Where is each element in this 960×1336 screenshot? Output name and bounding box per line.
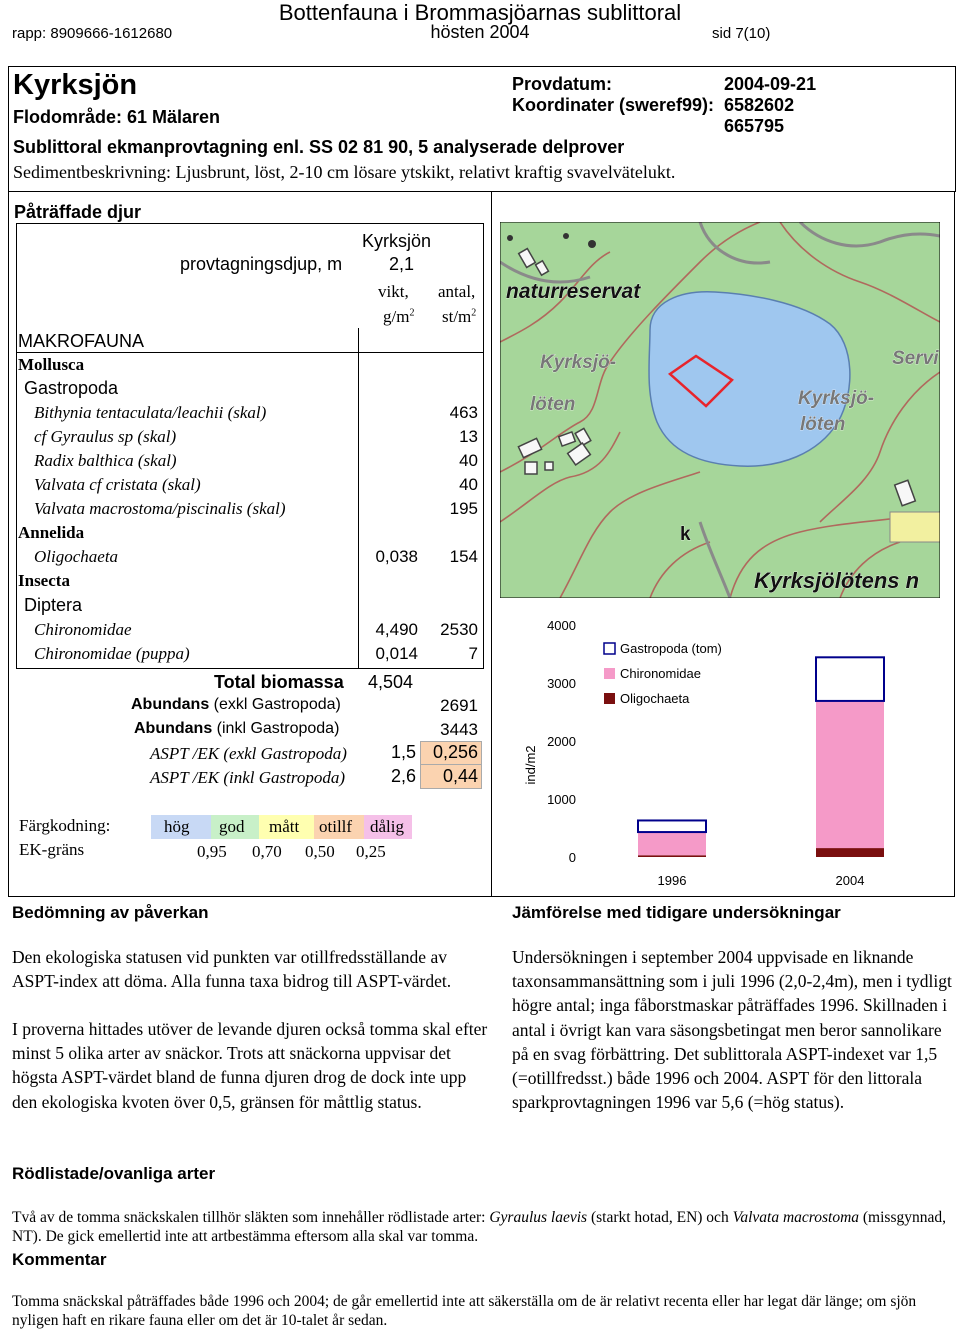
aspt-incl-value: 2,6: [390, 766, 416, 786]
bar-1996-chironomidae: [638, 832, 706, 855]
row-count-valvata-macrostoma: 195: [449, 499, 478, 518]
site-name: Kyrksjön: [13, 69, 138, 101]
ek-excl-value: 0,256: [432, 742, 478, 762]
map-label-lot2a: Kyrksjö-: [798, 388, 875, 409]
row-weight-chironomidae-puppa: 0,014: [375, 644, 418, 663]
col-count-1: antal,: [438, 282, 476, 301]
total-biomass-label: Total biomassa: [214, 672, 344, 692]
map-meadow: [890, 512, 940, 542]
date-value: 2004-09-21: [724, 74, 817, 94]
date-label: Provdatum:: [512, 74, 613, 94]
ek-incl-value: 0,44: [442, 766, 478, 786]
coord-east: 665795: [724, 116, 785, 136]
comparison-heading: Jämförelse med tidigare undersökningar: [512, 903, 841, 922]
aspt-excl-label: ASPT /EK (exkl Gastropoda): [150, 744, 347, 763]
chart-legend: [604, 641, 722, 706]
ek-limit-4: 0,25: [356, 842, 386, 861]
page-number: sid 7(10): [712, 25, 771, 42]
legend-swatch-0: [604, 643, 615, 654]
class-dalig: dålig: [364, 815, 412, 839]
row-count-chironomidae: 2530: [440, 620, 478, 639]
chart-y-tick-labels: [547, 618, 576, 865]
map-label-serv: Servi: [892, 348, 939, 369]
map-lake: [649, 292, 850, 466]
flow-area: Flodområde: 61 Mälaren: [13, 107, 221, 127]
bar-2004-gastropoda-tom-: [816, 657, 884, 701]
chart-bars: [638, 657, 884, 857]
comparison-chart: [500, 605, 950, 895]
row-label-chironomidae-puppa: Chironomidae (puppa): [34, 644, 190, 663]
class-otillf: otillf: [314, 815, 364, 839]
map-label-lot2b: löten: [800, 414, 846, 435]
row-label-gastropoda: Gastropoda: [24, 378, 119, 398]
assessment-text-1: Den ekologiska statusen vid punkten var otillfredsställande av ASPT-index att döma. Alla funna taxa bidrog till ASPT-värdet.: [12, 947, 452, 992]
legend-label-2: Oligochaeta: [620, 691, 690, 706]
chart-y-tick-4: 4000: [547, 618, 576, 633]
chart-y-tick-2: 2000: [547, 734, 576, 749]
redlist-heading: Rödlistade/ovanliga arter: [12, 1164, 216, 1183]
map-label-lot1a: Kyrksjö-: [540, 352, 617, 373]
bar-2004-oligochaeta: [816, 848, 884, 857]
sediment-text: Sedimentbeskrivning: Ljusbrunt, löst, 2-10 cm lösare ytskikt, relativt kraftig svavelvätelukt.: [13, 162, 676, 182]
col-weight-2: $g/m^2$: [383, 307, 415, 326]
depth-value: 2,1: [389, 254, 415, 274]
comment-heading: Kommentar: [12, 1250, 107, 1269]
class-matt: mått: [259, 815, 314, 839]
row-count-radix: 40: [459, 451, 478, 470]
ek-limit-label: EK-gräns: [19, 840, 85, 859]
col-count-2: $st/m^2$: [442, 307, 477, 326]
row-label-diptera: Diptera: [24, 595, 83, 615]
ek-limit-1: 0,95: [197, 842, 227, 861]
row-label-chironomidae: Chironomidae: [34, 620, 132, 639]
class-god: god: [211, 815, 259, 839]
row-label-mollusca: Mollusca: [18, 355, 85, 374]
abundance-excl-value: 2691: [440, 696, 478, 715]
aspt-excl-value: 1,5: [390, 742, 416, 762]
row-count-chironomidae-puppa: 7: [468, 644, 478, 663]
coord-north: 6582602: [724, 95, 795, 115]
class-hog: hög: [151, 815, 211, 839]
season: hösten 2004: [430, 22, 530, 42]
document-title: Bottenfauna i Brommasjöarnas sublittoral: [278, 0, 682, 25]
row-label-bithynia: Bithynia tentaculata/leachii (skal): [34, 403, 267, 422]
assessment-heading: Bedömning av påverkan: [12, 903, 209, 922]
chart-x-tick-labels: [658, 873, 865, 888]
site-box: [8, 66, 956, 192]
assessment-text-2: I proverna hittades utöver de levande djuren också tomma skal efter minst 5 olika arter av snäckor. Trots att snäckorna uppvisar det högsta ASPT-värdet bland de funna djuren drog de dock inte upp den ekologiska kvoten över 0,5, gränsen för måttlig status.: [12, 1019, 488, 1112]
bar-2004-chironomidae: [816, 701, 884, 848]
row-label-radix: Radix balthica (skal): [34, 451, 177, 470]
row-label-makrofauna: MAKROFAUNA: [18, 331, 145, 351]
color-coding-label: Färgkodning:: [19, 816, 111, 835]
map-label-lot1b: löten: [530, 394, 576, 415]
chart-x-tick-1996: 1996: [657, 873, 687, 888]
chart-y-tick-3: 3000: [547, 676, 576, 691]
abundance-incl-label: Abundans (inkl Gastropoda): [134, 720, 340, 737]
row-weight-chironomidae: 4,490: [375, 620, 418, 639]
row-count-oligochaeta: 154: [449, 547, 478, 566]
method-text: Sublittoral ekmanprovtagning enl. SS 02 81 90, 5 analyserade delprover: [13, 137, 625, 157]
comment-text: Tomma snäckskal påträffades både 1996 och 2004; de går emellertid inte att säkerställa om de är relativt recenta eller har legat där länge; om sjön nyligen haft en rikare fauna eller om det är 10-talet år sedan.: [12, 1293, 917, 1329]
bar-1996-oligochaeta: [638, 855, 706, 857]
row-label-insecta: Insecta: [18, 571, 70, 590]
legend-swatch-1: [604, 668, 615, 679]
row-label-gyraulus: cf Gyraulus sp (skal): [34, 427, 177, 446]
legend-label-1: Chironomidae: [620, 666, 701, 681]
map-label-reserve: naturreservat: [506, 280, 641, 303]
legend-swatch-2: [604, 693, 615, 704]
abundance-incl-value: 3443: [440, 720, 478, 739]
row-weight-oligochaeta: 0,038: [375, 547, 418, 566]
total-biomass-value: 4,504: [368, 672, 414, 692]
depth-label: provtagningsdjup, m: [180, 254, 343, 274]
col-site: Kyrksjön: [362, 231, 432, 251]
redlist-text: Två av de tomma snäckskalen tillhör släkten som innehåller rödlistade arter: Gyraulus laevis (starkt hotad, EN) och Valvata macrostoma (missgynnad, NT). De gick emellertid inte att artbestämma eftersom alla skal var tomma.: [12, 1209, 946, 1245]
fauna-heading: Påträffade djur: [14, 202, 142, 222]
coord-label: Koordinater (sweref99):: [512, 95, 715, 115]
row-label-annelida: Annelida: [18, 523, 85, 542]
legend-label-0: Gastropoda (tom): [620, 641, 722, 656]
chart-y-axis-label: ind/m2: [523, 745, 538, 785]
row-label-oligochaeta: Oligochaeta: [34, 547, 119, 566]
row-label-valvata-macrostoma: Valvata macrostoma/piscinalis (skal): [34, 499, 286, 518]
map-label-bottom: Kyrksjölötens n: [754, 568, 920, 593]
chart-x-tick-2004: 2004: [835, 873, 865, 888]
comparison-text: Undersökningen i september 2004 uppvisade en liknande taxonsammansättning som i juli 1996 (2,0-2,4m), men i tydligt högre antal; inga fåborstmaskar påträffades 1996. Skillnaden i antal i övrigt kan vara säsongsbetingat men beror sannolikare på en svag förbättring. Det sublittorala ASPT-indexet var 1,5 (=otillfredsst.) både 1996 och 2004. ASPT för den littorala sparkprovtagningen 1996 var 5,6 (=hög status).: [512, 947, 952, 1113]
row-count-gyraulus: 13: [459, 427, 478, 446]
report-number: rapp: 8909666-1612680: [12, 25, 173, 42]
aspt-incl-label: ASPT /EK (inkl Gastropoda): [150, 768, 346, 787]
abundance-excl-label: Abundans (exkl Gastropoda): [131, 696, 341, 713]
row-count-bithynia: 463: [449, 403, 478, 422]
site-map: [500, 222, 940, 598]
row-label-valvata-cristata: Valvata cf cristata (skal): [34, 475, 201, 494]
col-weight-1: vikt,: [378, 282, 409, 301]
ek-limit-3: 0,50: [305, 842, 335, 861]
ek-limit-2: 0,70: [252, 842, 282, 861]
chart-y-tick-0: 0: [568, 850, 576, 865]
map-label-k: k: [680, 524, 691, 545]
chart-y-tick-1: 1000: [547, 792, 576, 807]
row-count-valvata-cristata: 40: [459, 475, 478, 494]
bar-1996-gastropoda-tom-: [638, 820, 706, 832]
